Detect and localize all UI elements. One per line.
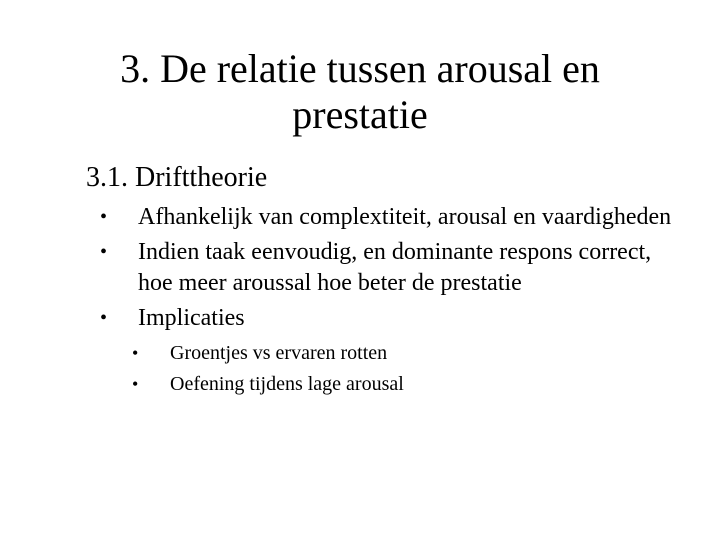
- bullet-item: [0, 303, 678, 400]
- bullet-item: [0, 202, 678, 233]
- section-heading: 3.1. Drifttheorie: [86, 162, 268, 193]
- slide-title-line-1: 3. De relatie tussen arousal en: [120, 46, 600, 91]
- sub-bullet-list: [132, 338, 678, 400]
- bullet-dot-icon: •: [100, 307, 108, 329]
- sub-bullet-dot-icon: •: [132, 374, 139, 394]
- slide-title: [40, 46, 680, 138]
- sub-bullet-dot-icon: •: [132, 343, 139, 363]
- bullet-list: [0, 202, 720, 404]
- sub-bullet-text: Oefening tijdens lage arousal: [170, 373, 404, 395]
- slide-title-line-2: prestatie: [292, 92, 428, 137]
- bullet-text: Afhankelijk van complextiteit, arousal en vaardigheden: [138, 204, 672, 230]
- bullet-text: Indien taak eenvoudig, en dominante respons correct, hoe meer aroussal hoe beter de prestatie: [138, 239, 652, 296]
- sub-bullet-item: [132, 338, 678, 369]
- bullet-item: [0, 237, 678, 299]
- sub-bullet-text: Groentjes vs ervaren rotten: [170, 342, 388, 364]
- bullet-dot-icon: •: [100, 241, 108, 263]
- sub-bullet-item: [132, 369, 678, 400]
- bullet-text: Implicaties: [138, 305, 245, 331]
- bullet-dot-icon: •: [100, 206, 108, 228]
